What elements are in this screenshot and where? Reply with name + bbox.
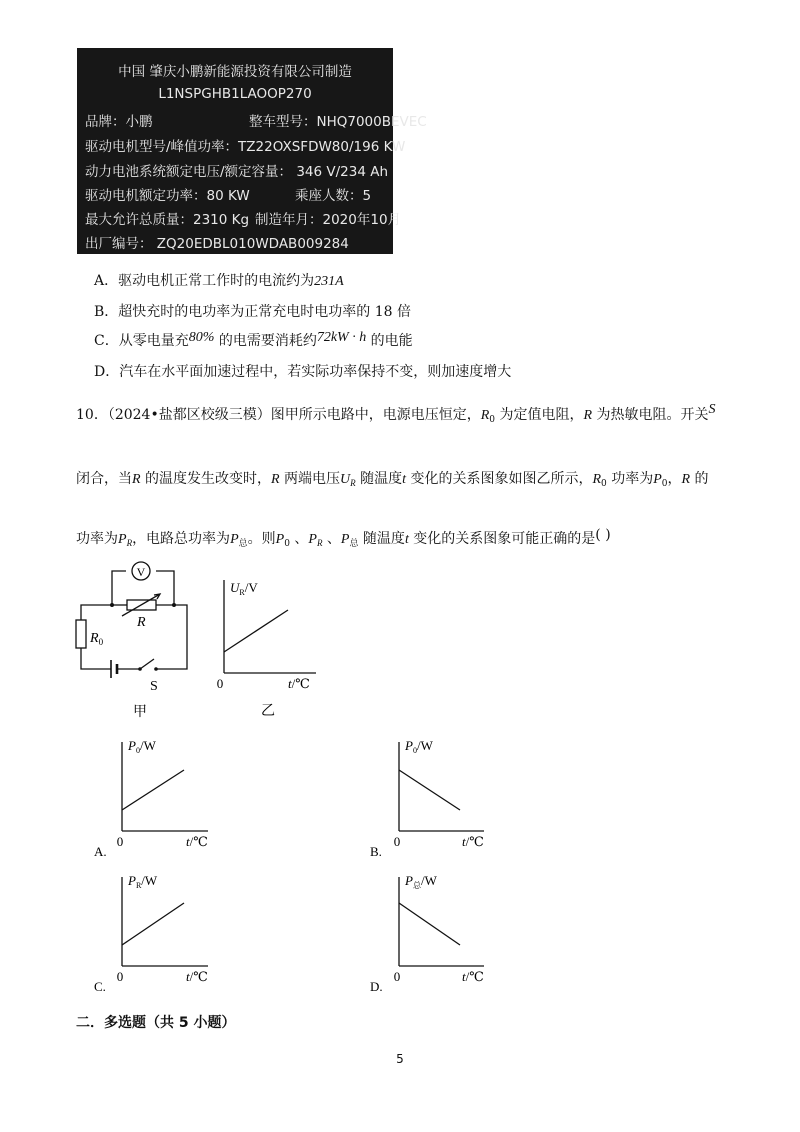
var-t: t	[402, 472, 406, 487]
y-axis-label: $P_0/W$	[405, 738, 433, 755]
q10-text: 的	[690, 471, 709, 487]
var-r: R	[681, 472, 691, 487]
option-letter: D.	[370, 979, 383, 994]
var-pr: P	[118, 532, 127, 547]
var-p0: P	[653, 472, 662, 487]
option-graph-d	[366, 865, 506, 997]
graph-yi	[206, 570, 326, 720]
voltmeter-label: V	[136, 565, 146, 579]
origin-label: 0	[216, 676, 224, 691]
option-graph-a	[90, 730, 230, 862]
switch-label: S	[150, 679, 158, 694]
origin-label: 0	[116, 969, 124, 984]
var-u: U	[340, 472, 351, 487]
option-c-text: C．从零电量充	[94, 333, 189, 349]
plate-motor: 驱动电机型号/峰值功率：TZ22OXSFDW80/196 KW	[85, 139, 406, 155]
q9-option-d: D．汽车在水平面加速过程中，若实际功率保持不变，则加速度增大	[94, 364, 512, 380]
var-p0-sub: 0	[284, 539, 290, 549]
var-ptotal-sub: 总	[349, 539, 359, 549]
q10-text: ，电路总功率为	[132, 531, 231, 547]
var-s: S	[708, 402, 716, 417]
wire	[156, 571, 187, 669]
var-pr: P	[308, 532, 317, 547]
switch-blade	[140, 659, 154, 669]
q9-option-a	[94, 270, 344, 290]
section-heading: 二．多选题（共 5 小题）	[76, 1015, 236, 1031]
plate-mass: 最大允许总质量：2310 Kg	[85, 212, 250, 228]
option-a-value: 231A	[314, 274, 344, 289]
plate-rated-power: 驱动电机额定功率：80 KW	[85, 188, 250, 204]
junction-dot	[110, 603, 114, 607]
x-axis-label: t/℃	[186, 834, 208, 849]
option-letter: C.	[94, 979, 106, 994]
origin-label: 0	[116, 834, 124, 849]
junction-dot	[172, 603, 176, 607]
var-r: R	[271, 472, 280, 487]
x-axis-label: t/℃	[462, 834, 484, 849]
q10-text: 、	[322, 531, 341, 547]
wire	[81, 648, 111, 669]
var-r: R	[132, 472, 141, 487]
option-c-value: 72kW · h	[316, 330, 367, 345]
option-c-post: 的电能	[366, 333, 413, 349]
q10-line-3	[76, 527, 611, 549]
q10-text: 闭合，当	[76, 471, 132, 487]
var-p0: P	[275, 532, 285, 547]
q10-text: 为定值电阻，	[495, 407, 584, 423]
var-r0: R	[592, 472, 602, 487]
option-letter: A.	[94, 844, 107, 859]
var-r: R	[583, 408, 593, 423]
q10-text: 随温度	[358, 531, 405, 547]
vehicle-nameplate	[77, 48, 427, 254]
q10-text: 为热敏电阻。开关	[592, 407, 709, 423]
q10-text: 随温度	[355, 471, 403, 487]
resistor-r0-label: $R_0$	[90, 631, 104, 647]
resistor-r0	[76, 620, 86, 648]
ur-line	[224, 610, 288, 652]
figure-caption-jia: 甲	[133, 705, 147, 718]
q10-text: ，	[667, 471, 682, 487]
q10-text: 。则	[247, 531, 276, 547]
graph-line	[399, 770, 460, 810]
x-axis-label: t/℃	[462, 969, 484, 984]
answer-blank: ( )	[595, 527, 611, 543]
option-c-mid: 的电需要消耗约	[214, 333, 317, 349]
y-axis-label: $P_总/W$	[405, 873, 437, 890]
q10-text: 的温度发生改变时，	[140, 471, 272, 487]
var-r0: R	[480, 408, 490, 423]
figure-caption-yi: 乙	[261, 704, 275, 719]
q10-line-1	[76, 402, 715, 425]
graph-line	[122, 903, 184, 945]
x-axis-label: t/℃	[186, 969, 208, 984]
circuit-diagram	[70, 558, 210, 718]
thermistor-arrow	[122, 594, 160, 616]
graph-line	[399, 903, 460, 945]
q10-text: 、	[289, 531, 309, 547]
var-ptotal: P	[230, 532, 239, 547]
plate-serial: 出厂编号： ZQ20EDBL010WDAB009284	[85, 236, 349, 252]
option-c-percent: 80%	[188, 330, 215, 345]
q9-option-c	[94, 330, 413, 350]
var-u-sub: R	[350, 478, 356, 488]
thermistor-label: R	[137, 615, 146, 630]
option-letter: B.	[370, 844, 382, 859]
origin-label: 0	[393, 834, 401, 849]
plate-brand: 品牌：小鹏	[85, 114, 153, 130]
var-pr-sub: R	[316, 538, 323, 548]
y-axis-label: $P_0/W$	[128, 738, 156, 755]
var-t: t	[404, 532, 409, 547]
var-r0-sub: 0	[601, 479, 607, 489]
q10-text: 两端电压	[279, 471, 341, 487]
var-r0-sub: 0	[489, 415, 495, 425]
x-axis-label: t/℃	[288, 676, 310, 691]
q9-option-b: B．超快充时的电功率为正常充电时电功率的 18 倍	[94, 304, 412, 320]
q10-text: 10．（2024•盐都区校级三模）图甲所示电路中，电源电压恒定，	[76, 407, 481, 423]
q10-text: 变化的关系图象如图乙所示，	[406, 471, 593, 487]
page-number: 5	[396, 1052, 404, 1066]
plate-battery: 动力电池系统额定电压/额定容量： 346 V/234 Ah	[85, 164, 389, 180]
option-a-text: A．驱动电机正常工作时的电流约为	[94, 273, 315, 289]
var-ptotal-sub: 总	[238, 539, 248, 549]
option-graph-b	[366, 730, 506, 862]
var-ptotal: P	[340, 532, 350, 547]
y-axis-label: $P_R/W$	[128, 873, 158, 890]
wire	[81, 571, 126, 620]
graph-line	[122, 770, 184, 810]
plate-seats: 乘座人数：5	[295, 188, 372, 204]
plate-date: 制造年月：2020年10月	[255, 212, 402, 228]
plate-model: 整车型号：NHQ7000BEVEC	[249, 114, 427, 130]
origin-label: 0	[393, 969, 401, 984]
option-graph-c	[90, 865, 230, 997]
q10-text: 变化的关系图象可能正确的是	[408, 531, 596, 547]
y-axis-label: $U_R/V$	[230, 580, 258, 597]
plate-manufacturer: 中国 肇庆小鹏新能源投资有限公司制造	[118, 64, 352, 80]
var-pr-sub: R	[126, 538, 133, 548]
q10-text: 功率为	[76, 531, 118, 547]
switch-terminal	[154, 667, 158, 671]
plate-vin: L1NSPGHB1LAOOP270	[158, 86, 312, 102]
q10-text: 功率为	[606, 471, 654, 487]
switch-terminal	[138, 667, 142, 671]
q10-line-2	[76, 468, 709, 489]
var-p0-sub: 0	[661, 479, 668, 489]
